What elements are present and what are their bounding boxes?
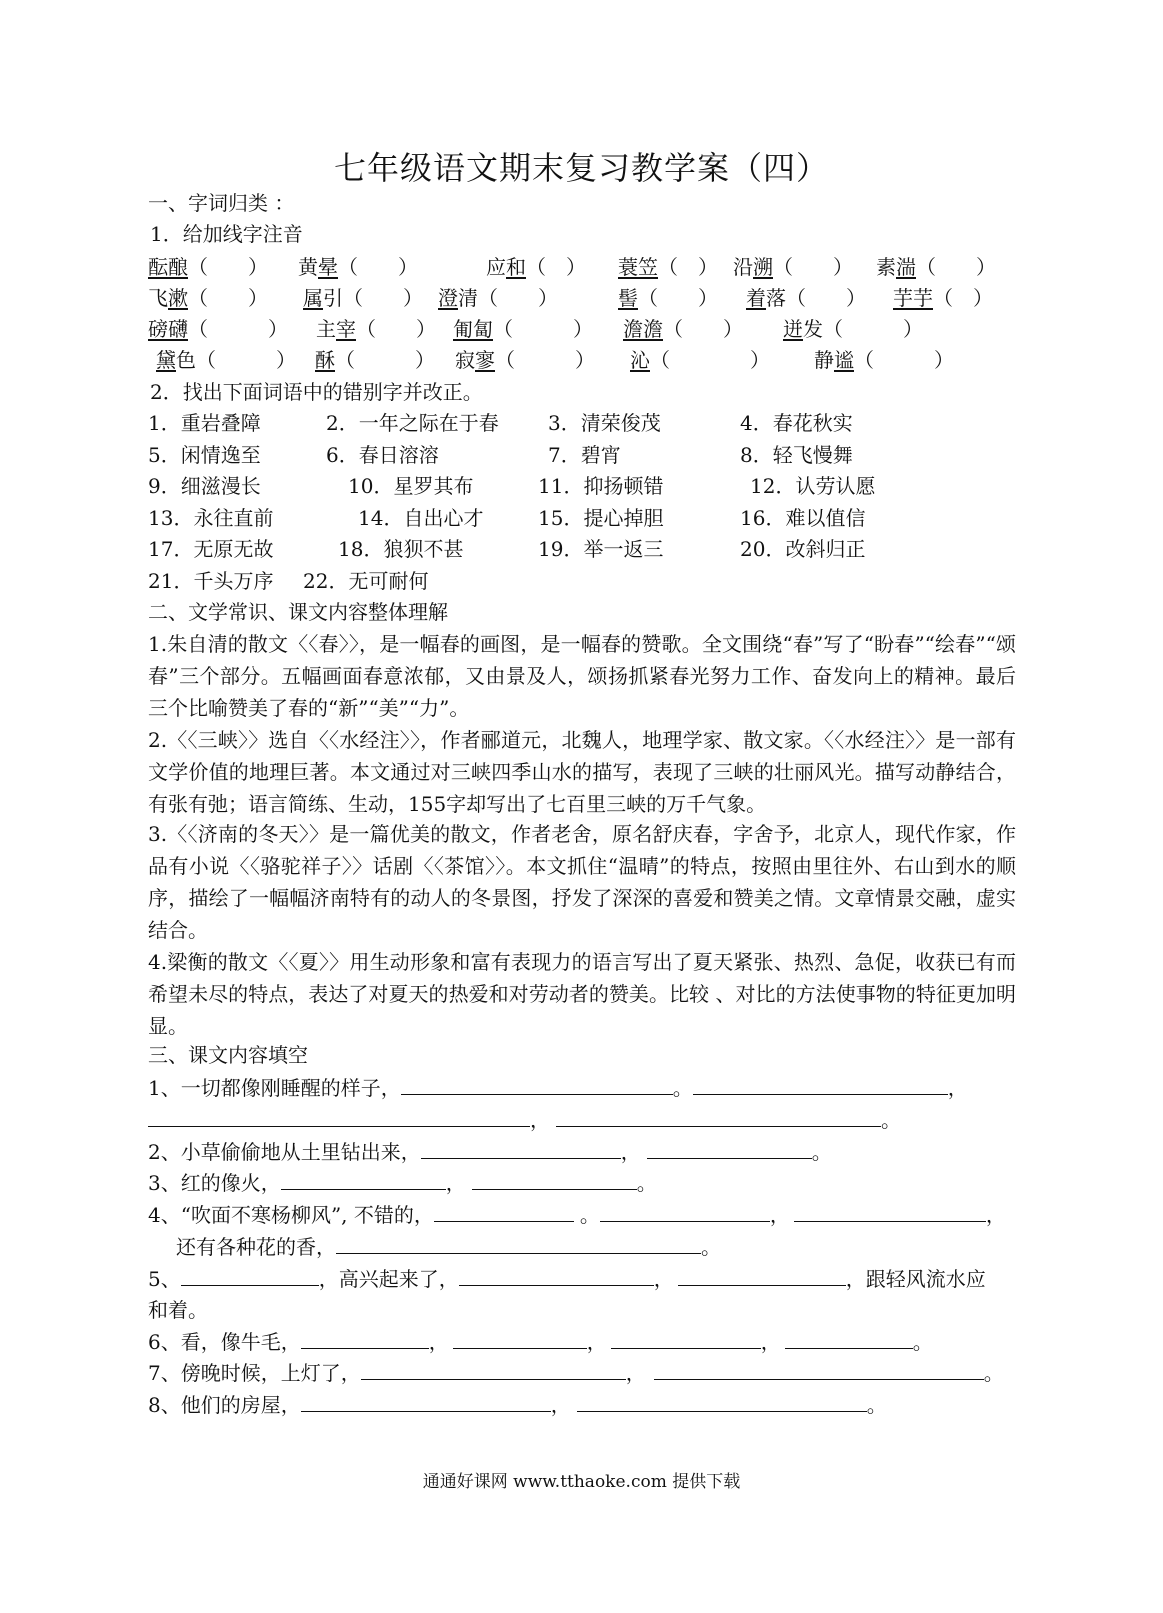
typo-item: 14．自出心才 [358,506,484,530]
typo-item: 10．星罗其布 [348,474,474,498]
pinyin-item: 飞漱（ ） [148,286,268,310]
pinyin-item: 素湍（ ） [876,255,996,279]
pinyin-item: 黛色（ ） [156,348,296,372]
answer-blank[interactable] [678,1265,846,1286]
pinyin-item: 匍匐（ ） [453,317,593,341]
typo-item: 13．永往直前 [148,506,274,530]
pinyin-item: 澄清（ ） [438,286,558,310]
fill-line: 2、小草偷偷地从土里钻出来， ， 。 [148,1140,832,1164]
answer-blank[interactable] [336,1233,701,1254]
section2-heading: 二、文学常识、课文内容整体理解 [148,600,448,624]
answer-blank[interactable] [181,1265,319,1286]
typo-item: 16．难以值信 [740,506,866,530]
paragraph: 2.〈〈三峡〉〉选自〈〈水经注〉〉，作者郦道元，北魏人，地理学家、散文家。〈〈水经注〉〉是一部有文学价值的地理巨著。本文通过对三峡四季山水的描写，表现了三峡的壮丽风光。描写动静结合，有张有弛；语言简练、生动，155字却写出了七百里三峡的万千气象。 [148,728,1016,816]
page-footer: 通通好课网 www.tthaoke.com 提供下载 [422,1472,741,1492]
paragraph: 4.梁衡的散文〈〈夏〉〉用生动形象和富有表现力的语言写出了夏天紧张、热烈、急促，收获已有而希望未尽的特点，表达了对夏天的热爱和对劳动者的赞美。比较 、对比的方法使事物的特征更加明显。 [148,950,1016,1038]
pinyin-item: 属引（ ） [303,286,423,310]
answer-blank[interactable] [148,1106,530,1127]
section1-heading: 一、字词归类 ： [148,191,295,215]
answer-blank[interactable] [401,1074,673,1095]
typo-item: 20．改斜归正 [740,537,866,561]
answer-blank[interactable] [556,1106,881,1127]
typo-item: 12．认劳认愿 [750,474,876,498]
fill-line: ， 。 [148,1105,1018,1135]
answer-blank[interactable] [647,1138,812,1159]
answer-blank[interactable] [459,1265,654,1286]
typo-item: 7．碧宵 [548,443,621,467]
paragraph: 3.〈〈济南的冬天〉〉是一篇优美的散文，作者老舍，原名舒庆春，字舍予，北京人，现代作家，作品有小说〈〈骆驼祥子〉〉话剧〈〈茶馆〉〉。本文抓住“温晴”的特点，按照由里往外、右山到水的顺序，描绘了一幅幅济南特有的动人的冬景图，抒发了深深的喜爱和赞美之情。文章情景交融，虚实结合。 [148,822,1016,942]
answer-blank[interactable] [361,1359,626,1380]
fill-line: 7、傍晚时候，上灯了， ， 。 [148,1361,1004,1385]
pinyin-item: 磅礴（ ） [148,317,288,341]
section1-sub1: 1．给加线字注音 [150,222,303,246]
typo-item: 22．无可耐何 [303,569,429,593]
paragraph: 1.朱自清的散文〈〈春〉〉，是一幅春的画图，是一幅春的赞歌。全文围绕“春”写了“盼春”“绘春”“颂春”三个部分。五幅画面春意浓郁，又由景及人，颂扬抓紧春光努力工作、奋发向上的精神。最后三个比喻赞美了春的“新”“美”“力”。 [148,632,1016,720]
pinyin-item: 主宰（ ） [316,317,436,341]
pinyin-item: 着落（ ） [746,286,866,310]
answer-blank[interactable] [785,1328,913,1349]
fill-line: 还有各种花的香， 。 [176,1235,721,1259]
typo-item: 4．春花秋实 [740,411,853,435]
typo-item: 3．清荣俊茂 [548,411,661,435]
fill-line: 1、一切都像刚睡醒的样子， 。 ， [148,1076,968,1100]
answer-blank[interactable] [301,1391,551,1412]
answer-blank[interactable] [693,1074,948,1095]
typo-item: 5．闲情逸至 [148,443,261,467]
pinyin-item: 蓑笠（ ） [618,255,718,279]
fill-line-continued: 和着。 [148,1298,208,1322]
answer-blank[interactable] [453,1328,587,1349]
fill-line: 6、看，像牛毛， ， ， ， 。 [148,1330,933,1354]
answer-blank[interactable] [577,1391,867,1412]
pinyin-item: 酝酿（ ） [148,255,268,279]
typo-item: 6．春日溶溶 [326,443,439,467]
typo-item: 1．重岩叠障 [148,411,261,435]
typo-item: 9．细滋漫长 [148,474,261,498]
pinyin-item: 寂寥（ ） [455,348,595,372]
fill-line: 5、 ，高兴起来了， ， ，跟轻风流水应 [148,1267,986,1291]
typo-item: 11．抑扬顿错 [538,474,664,498]
pinyin-item: 沿溯（ ） [733,255,853,279]
answer-blank[interactable] [421,1138,621,1159]
typo-item: 17．无原无故 [148,537,274,561]
answer-blank[interactable] [794,1201,986,1222]
typo-item: 19．举一返三 [538,537,664,561]
answer-blank[interactable] [600,1201,770,1222]
answer-blank[interactable] [281,1169,446,1190]
pinyin-item: 芋芋（ ） [893,286,993,310]
pinyin-item: 迸发（ ） [783,317,923,341]
typo-item: 18．狼狈不甚 [338,537,464,561]
answer-blank[interactable] [472,1169,637,1190]
answer-blank[interactable] [611,1328,761,1349]
typo-item: 2．一年之际在于春 [326,411,499,435]
section3-heading: 三、课文内容填空 [148,1043,308,1067]
answer-blank[interactable] [301,1328,429,1349]
pinyin-item: 静谧（ ） [814,348,954,372]
pinyin-item: 髻（ ） [618,286,718,310]
page-title: 七年级语文期末复习教学案（四） [333,149,829,187]
section1-sub2: 2．找出下面词语中的错别字并改正。 [150,380,483,404]
pinyin-item: 酥（ ） [315,348,435,372]
answer-blank[interactable] [654,1359,984,1380]
pinyin-item: 应和（ ） [486,255,586,279]
fill-line: 8、他们的房屋， ， 。 [148,1393,887,1417]
pinyin-item: 澹澹（ ） [623,317,743,341]
typo-item: 21．千头万序 [148,569,274,593]
pinyin-item: 黄晕（ ） [298,255,418,279]
typo-item: 15．提心掉胆 [538,506,664,530]
typo-item: 8．轻飞慢舞 [740,443,853,467]
fill-line: 3、红的像火， ， 。 [148,1171,657,1195]
pinyin-item: 沁（ ） [630,348,770,372]
fill-line: 4、“吹面不寒杨柳风”, 不错的， 。 ， ， [148,1203,1006,1227]
answer-blank[interactable] [434,1201,574,1222]
